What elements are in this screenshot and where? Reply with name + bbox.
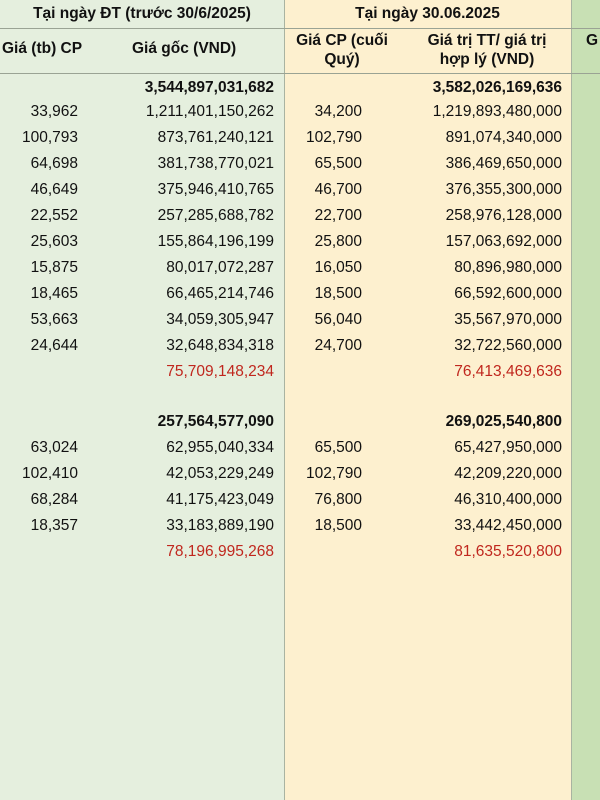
fair-value-cell: 35,567,970,000 [454,311,562,328]
avg-price-cell: 68,284 [30,491,78,508]
avg-price-cell: 24,644 [30,337,78,354]
fair-value-cell: 376,355,300,000 [445,181,562,198]
col-header-cut-right: G [586,32,599,49]
col-header-price-line2: Quý) [324,51,360,68]
price-cell: 25,800 [314,233,362,250]
group-2-total-cost: 257,564,577,090 [157,413,274,430]
avg-price-cell: 18,357 [30,517,78,534]
fair-value-cell: 386,469,650,000 [445,155,562,172]
cost-cell: 375,946,410,765 [157,181,274,198]
group-1-total-cost: 3,544,897,031,682 [144,79,274,96]
price-cell: 18,500 [314,285,362,302]
price-cell: 18,500 [314,517,362,534]
header-divider [0,28,600,29]
price-cell: 56,040 [314,311,362,328]
avg-price-cell: 15,875 [30,259,78,276]
avg-price-cell: 22,552 [30,207,78,224]
price-cell: 16,050 [314,259,362,276]
avg-price-cell: 33,962 [30,103,78,120]
cost-cell: 873,761,240,121 [157,129,274,146]
avg-price-cell: 53,663 [30,311,78,328]
cost-cell: 34,059,305,947 [166,311,274,328]
fair-value-cell: 1,219,893,480,000 [432,103,562,120]
col-header-price-line1: Giá CP (cuối [296,32,388,49]
fair-value-cell: 258,976,128,000 [445,207,562,224]
avg-price-cell: 102,410 [21,465,78,482]
col-header-fair-line2: hợp lý (VND) [439,51,535,68]
right-group-header: Tại ngày 30.06.2025 [355,5,500,22]
price-cell: 65,500 [314,439,362,456]
fair-value-cell: 33,442,450,000 [454,517,562,534]
fair-value-cell: 65,427,950,000 [454,439,562,456]
cost-cell: 42,053,229,249 [166,465,274,482]
fair-value-cell: 66,592,600,000 [454,285,562,302]
avg-price-cell: 46,649 [30,181,78,198]
column-divider [571,0,572,800]
price-cell: 46,700 [314,181,362,198]
group-2-other-cost: 78,196,995,268 [166,543,274,560]
price-cell: 65,500 [314,155,362,172]
fair-value-cell: 32,722,560,000 [454,337,562,354]
fair-value-cell: 80,896,980,000 [454,259,562,276]
col-header-avg-price: Giá (tb) CP [2,40,83,57]
group-1-total-fair: 3,582,026,169,636 [432,79,562,96]
price-cell: 24,700 [314,337,362,354]
cost-cell: 33,183,889,190 [166,517,274,534]
group-2-total-fair: 269,025,540,800 [445,413,562,430]
group-1-other-fair: 76,413,469,636 [454,363,562,380]
col-header-fair-line1: Giá trị TT/ giá trị [427,32,547,49]
fair-value-cell: 42,209,220,000 [454,465,562,482]
price-cell: 102,790 [305,129,362,146]
price-cell: 76,800 [314,491,362,508]
cost-cell: 1,211,401,150,262 [145,103,274,120]
cost-cell: 41,175,423,049 [166,491,274,508]
header-bottom-divider [0,73,600,74]
group-1-other-cost: 75,709,148,234 [166,363,274,380]
avg-price-cell: 100,793 [21,129,78,146]
cost-cell: 32,648,834,318 [166,337,274,354]
cost-cell: 381,738,770,021 [157,155,274,172]
price-cell: 34,200 [314,103,362,120]
price-cell: 102,790 [305,465,362,482]
left-group-header: Tại ngày ĐT (trước 30/6/2025) [33,5,251,22]
cost-cell: 62,955,040,334 [166,439,274,456]
group-2-other-fair: 81,635,520,800 [454,543,562,560]
avg-price-cell: 63,024 [30,439,78,456]
fair-value-cell: 891,074,340,000 [445,129,562,146]
avg-price-cell: 25,603 [30,233,78,250]
price-cell: 22,700 [314,207,362,224]
col-header-cost: Giá gốc (VND) [132,40,237,57]
avg-price-cell: 18,465 [30,285,78,302]
column-divider [284,0,285,800]
fair-value-cell: 157,063,692,000 [445,233,562,250]
cost-cell: 66,465,214,746 [166,285,274,302]
cost-cell: 155,864,196,199 [157,233,274,250]
avg-price-cell: 64,698 [30,155,78,172]
fair-value-cell: 46,310,400,000 [454,491,562,508]
cost-cell: 257,285,688,782 [157,207,274,224]
cost-cell: 80,017,072,287 [166,259,274,276]
right-column-background [571,0,600,800]
